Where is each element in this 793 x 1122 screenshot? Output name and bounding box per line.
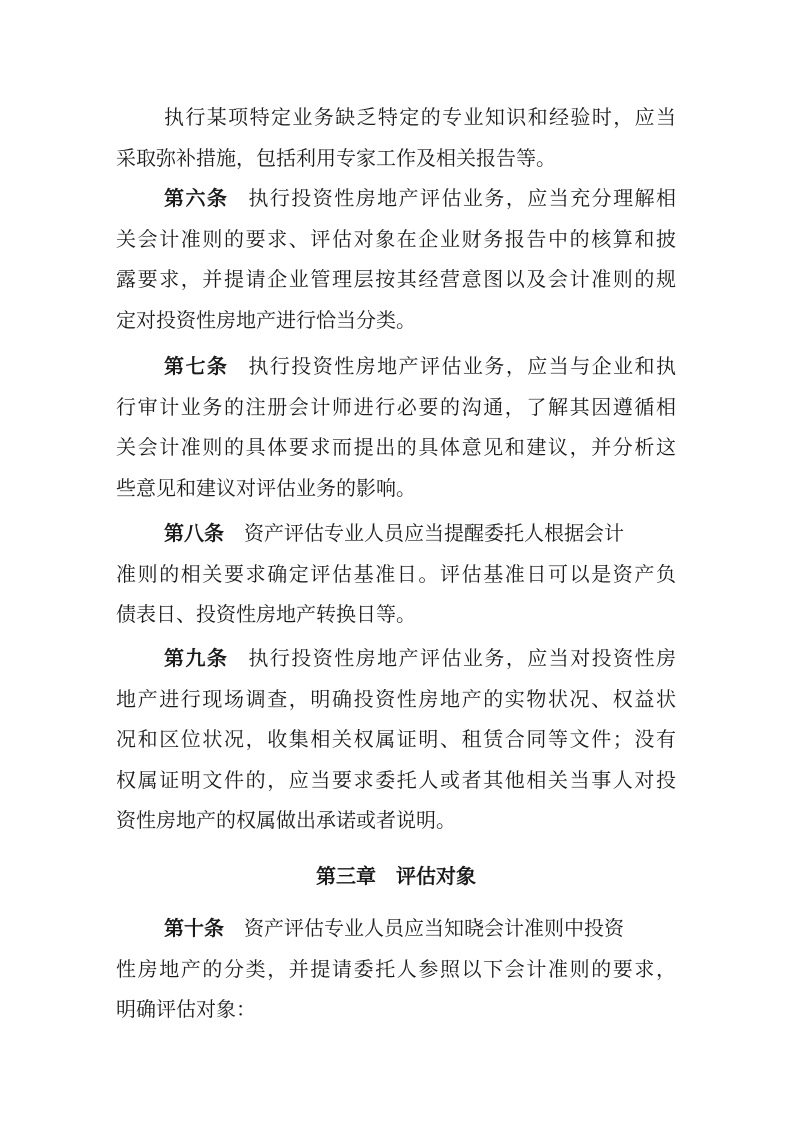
paragraph-text: 资产评估专业人员应当提醒委托人根据会计 bbox=[244, 521, 624, 545]
article-number: 第七条 bbox=[164, 354, 229, 378]
paragraph-line: 地产进行现场调查，明确投资性房地产的实物状况、权益状 bbox=[116, 686, 676, 711]
article-number: 第八条 bbox=[164, 521, 224, 545]
article-6 bbox=[116, 178, 676, 340]
paragraph-text: 执行投资性房地产评估业务，应当与企业和执 bbox=[248, 354, 676, 378]
paragraph-line: 明确评估对象： bbox=[116, 997, 256, 1021]
paragraph-text: 执行投资性房地产评估业务，应当充分理解相 bbox=[248, 186, 676, 210]
paragraph-line: 权属证明文件的，应当要求委托人或者其他相关当事人对投 bbox=[116, 767, 676, 792]
article-number: 第九条 bbox=[164, 646, 229, 670]
article-9 bbox=[116, 638, 676, 841]
paragraph-line: 关会计准则的具体要求而提出的具体意见和建议，并分析这 bbox=[116, 435, 676, 459]
chapter-heading bbox=[116, 856, 676, 896]
paragraph-continuation bbox=[116, 97, 676, 178]
article-8 bbox=[116, 513, 676, 635]
paragraph-line: 准则的相关要求确定评估基准日。评估基准日可以是资产负 bbox=[116, 561, 676, 586]
paragraph-line: 关会计准则的要求、评估对象在企业财务报告中的核算和披 bbox=[116, 226, 676, 251]
paragraph-line: 况和区位状况，收集相关权属证明、租赁合同等文件；没有 bbox=[116, 727, 676, 751]
paragraph-line-first bbox=[116, 638, 676, 679]
paragraph-text: 执行投资性房地产评估业务，应当对投资性房 bbox=[248, 646, 676, 670]
paragraph-line-first bbox=[116, 178, 676, 219]
paragraph-line: 资性房地产的权属做出承诺或者说明。 bbox=[116, 808, 456, 832]
paragraph-line: 债表日、投资性房地产转换日等。 bbox=[116, 602, 416, 626]
paragraph-line: 执行某项特定业务缺乏特定的专业知识和经验时，应当 bbox=[164, 105, 676, 129]
paragraph-line: 采取弥补措施，包括利用专家工作及相关报告等。 bbox=[116, 145, 556, 170]
chapter-number: 第三章 bbox=[316, 864, 376, 888]
article-number: 第六条 bbox=[164, 186, 229, 210]
article-10 bbox=[116, 908, 676, 1030]
chapter-title: 评估对象 bbox=[396, 864, 476, 888]
article-7 bbox=[116, 346, 676, 508]
paragraph-line-first bbox=[116, 908, 676, 949]
paragraph-line: 露要求，并提请企业管理层按其经营意图以及会计准则的规 bbox=[116, 267, 676, 291]
paragraph-line-first bbox=[116, 513, 676, 554]
paragraph-line: 性房地产的分类，并提请委托人参照以下会计准则的要求， bbox=[116, 956, 676, 981]
article-number: 第十条 bbox=[164, 916, 224, 940]
paragraph-line: 行审计业务的注册会计师进行必要的沟通，了解其因遵循相 bbox=[116, 394, 676, 419]
paragraph-line: 定对投资性房地产进行恰当分类。 bbox=[116, 307, 416, 332]
paragraph-text: 资产评估专业人员应当知晓会计准则中投资 bbox=[244, 916, 624, 940]
paragraph-line-first bbox=[116, 346, 676, 387]
paragraph-line: 些意见和建议对评估业务的影响。 bbox=[116, 475, 416, 500]
